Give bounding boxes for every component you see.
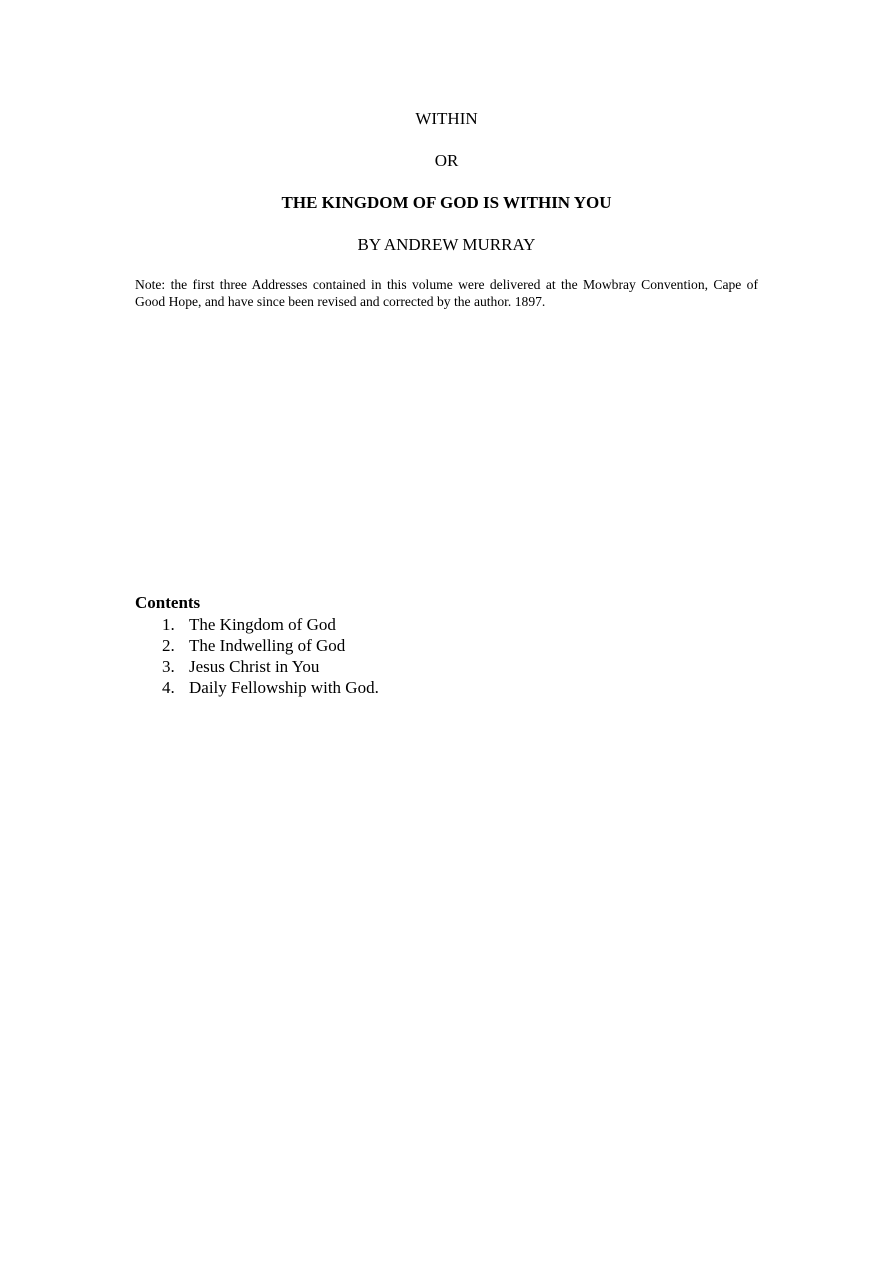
title-within: WITHIN	[415, 109, 478, 128]
author-line: BY ANDREW MURRAY	[357, 235, 536, 254]
contents-item-number: 4.	[162, 678, 175, 697]
book-title: THE KINGDOM OF GOD IS WITHIN YOU	[281, 193, 612, 212]
contents-item-label: Jesus Christ in You	[189, 657, 320, 676]
contents-item-number: 3.	[162, 657, 175, 676]
contents-item-number: 1.	[162, 615, 175, 634]
contents-item-number: 2.	[162, 636, 175, 655]
contents-item-label: The Indwelling of God	[189, 636, 346, 655]
contents-heading: Contents	[135, 593, 201, 612]
note-paragraph: Note: the first three Addresses contained in this volume were delivered at the Mowbray Convention, Cape of Good Hope, and have since been revised and corrected by the author. 1897.	[135, 277, 758, 309]
contents-item-label: The Kingdom of God	[189, 615, 336, 634]
title-or: OR	[434, 151, 459, 170]
contents-item-label: Daily Fellowship with God.	[189, 678, 379, 697]
